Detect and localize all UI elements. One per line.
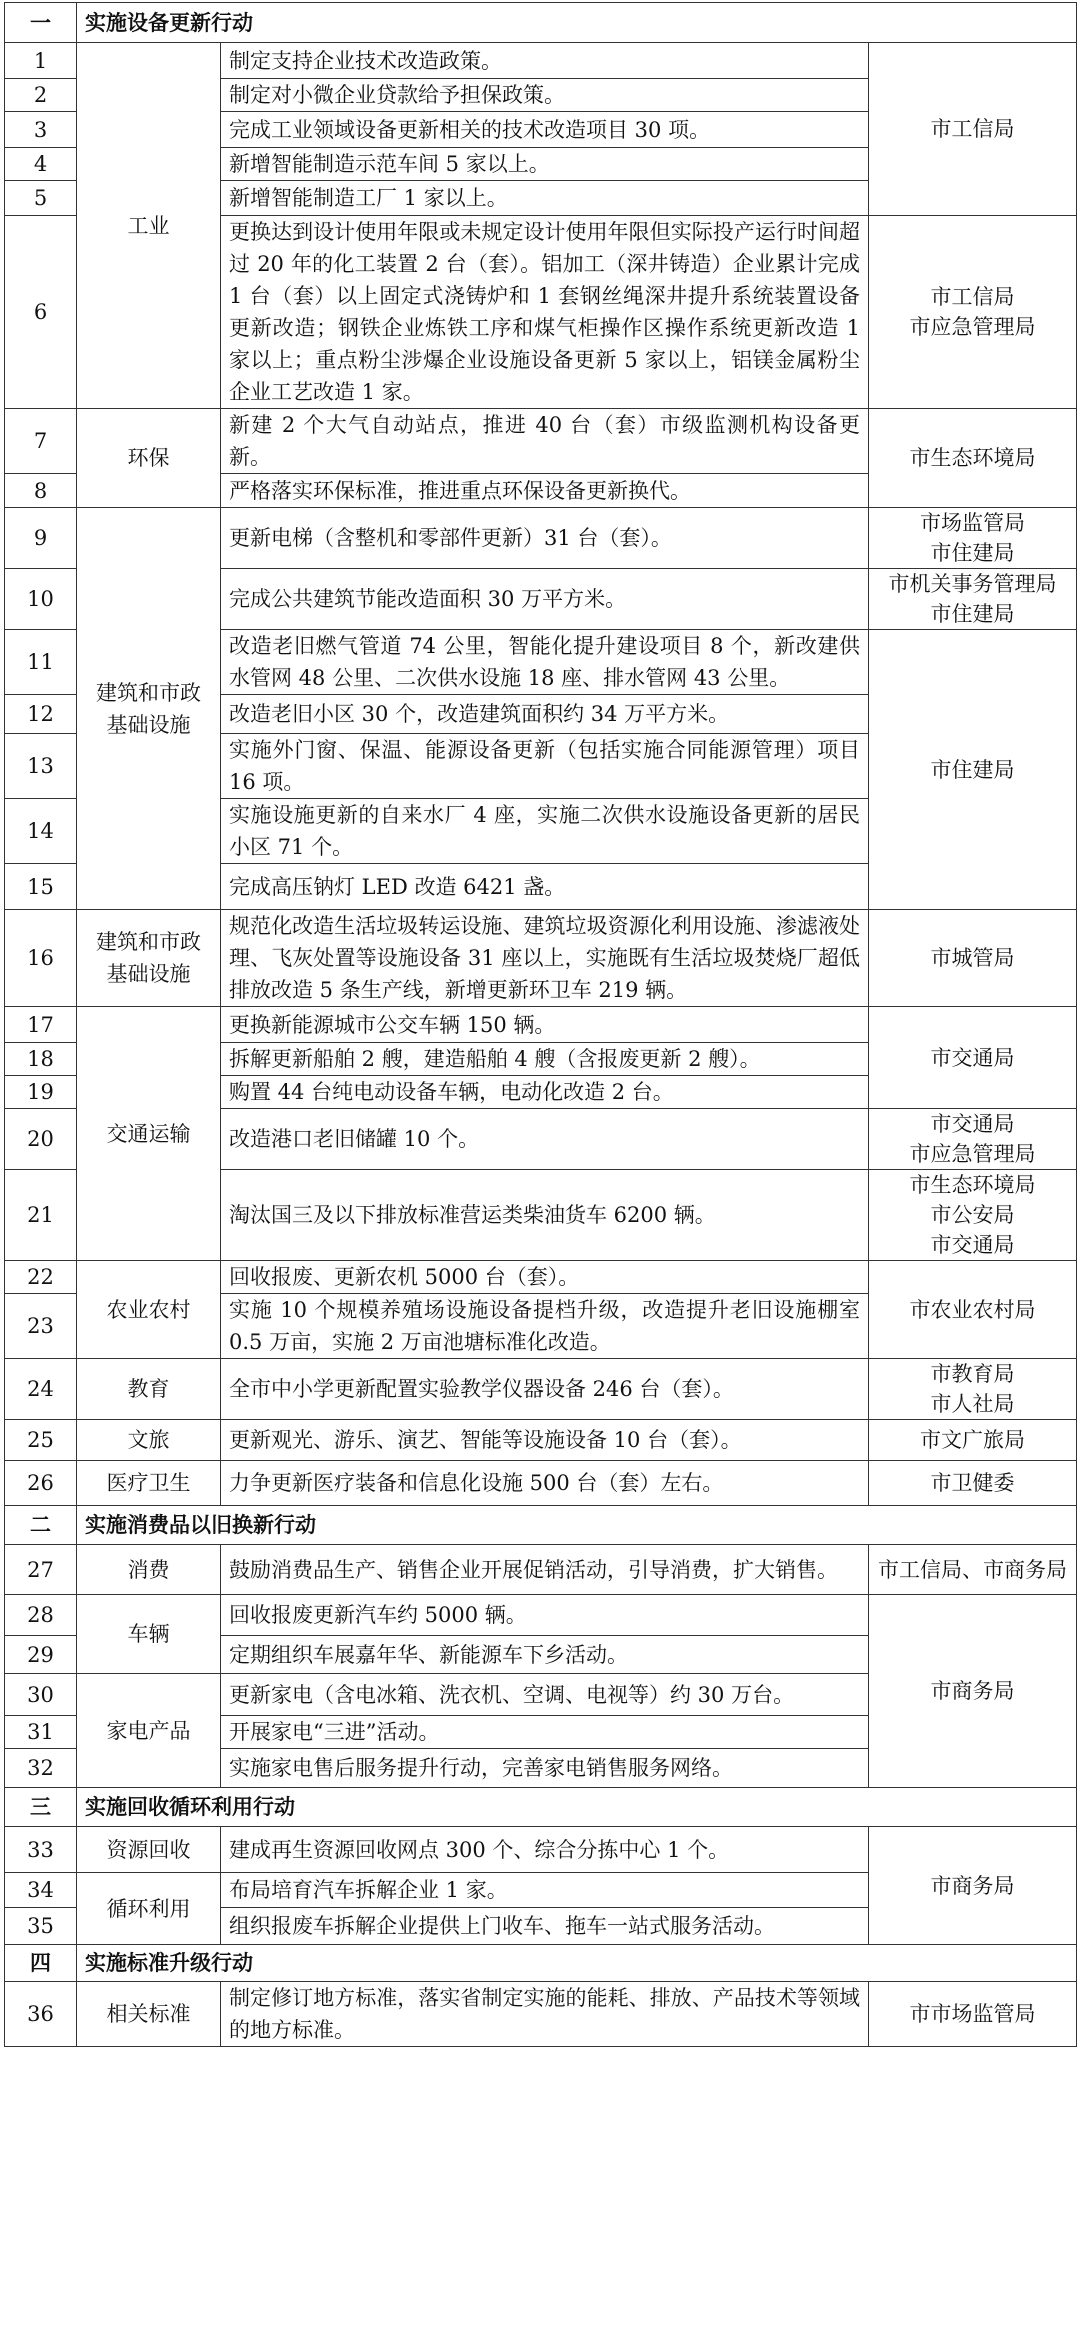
item-number: 2 xyxy=(5,79,77,112)
category-cell: 资源回收 xyxy=(77,1827,221,1873)
task-content: 制定支持企业技术改造政策。 xyxy=(221,43,869,79)
task-content: 新建 2 个大气自动站点，推进 40 台（套）市级监测机构设备更新。 xyxy=(221,409,869,474)
category-cell: 教育 xyxy=(77,1359,221,1420)
item-number: 24 xyxy=(5,1359,77,1420)
responsible-department: 市机关事务管理局 市住建局 xyxy=(869,569,1077,630)
category-cell: 医疗卫生 xyxy=(77,1461,221,1506)
task-content: 制定修订地方标准，落实省制定实施的能耗、排放、产品技术等领域的地方标准。 xyxy=(221,1982,869,2047)
task-content: 更新电梯（含整机和零部件更新）31 台（套）。 xyxy=(221,508,869,569)
task-content: 规范化改造生活垃圾转运设施、建筑垃圾资源化利用设施、渗滤液处理、飞灰处置等设施设备 31 座以上，实施既有生活垃圾焚烧厂超低排放改造 5 条生产线，新增更新环卫车 219 辆。 xyxy=(221,910,869,1007)
responsible-department: 市农业农村局 xyxy=(869,1261,1077,1359)
item-number: 7 xyxy=(5,409,77,474)
task-content: 购置 44 台纯电动设备车辆，电动化改造 2 台。 xyxy=(221,1076,869,1109)
item-number: 4 xyxy=(5,148,77,181)
category-cell: 相关标准 xyxy=(77,1982,221,2047)
item-number: 23 xyxy=(5,1294,77,1359)
category-cell: 家电产品 xyxy=(77,1674,221,1788)
table-row xyxy=(5,1261,1077,1294)
item-number: 20 xyxy=(5,1109,77,1170)
action-table-body xyxy=(5,3,1077,2047)
responsible-department: 市商务局 xyxy=(869,1827,1077,1945)
table-row xyxy=(5,43,1077,79)
item-number: 32 xyxy=(5,1749,77,1788)
table-row xyxy=(5,508,1077,569)
item-number: 9 xyxy=(5,508,77,569)
category-cell: 建筑和市政 基础设施 xyxy=(77,508,221,910)
responsible-department: 市文广旅局 xyxy=(869,1420,1077,1461)
item-number: 31 xyxy=(5,1716,77,1749)
task-content: 实施设施更新的自来水厂 4 座，实施二次供水设施设备更新的居民小区 71 个。 xyxy=(221,799,869,864)
item-number: 18 xyxy=(5,1043,77,1076)
item-number: 21 xyxy=(5,1170,77,1261)
task-content: 更新家电（含电冰箱、洗衣机、空调、电视等）约 30 万台。 xyxy=(221,1674,869,1716)
item-number: 26 xyxy=(5,1461,77,1506)
task-content: 实施 10 个规模养殖场设施设备提档升级，改造提升老旧设施棚室 0.5 万亩，实施 2 万亩池塘标准化改造。 xyxy=(221,1294,869,1359)
task-content: 改造港口老旧储罐 10 个。 xyxy=(221,1109,869,1170)
section-number: 三 xyxy=(5,1788,77,1827)
responsible-department: 市教育局 市人社局 xyxy=(869,1359,1077,1420)
item-number: 33 xyxy=(5,1827,77,1873)
task-content: 力争更新医疗装备和信息化设施 500 台（套）左右。 xyxy=(221,1461,869,1506)
category-cell: 消费 xyxy=(77,1545,221,1595)
item-number: 30 xyxy=(5,1674,77,1716)
task-content: 鼓励消费品生产、销售企业开展促销活动，引导消费，扩大销售。 xyxy=(221,1545,869,1595)
item-number: 27 xyxy=(5,1545,77,1595)
document-page xyxy=(4,2,1076,2047)
section-header-row xyxy=(5,1945,1077,1982)
task-content: 开展家电“三进”活动。 xyxy=(221,1716,869,1749)
item-number: 14 xyxy=(5,799,77,864)
section-title: 实施设备更新行动 xyxy=(77,3,1077,43)
item-number: 10 xyxy=(5,569,77,630)
task-content: 实施外门窗、保温、能源设备更新（包括实施合同能源管理）项目 16 项。 xyxy=(221,734,869,799)
item-number: 11 xyxy=(5,630,77,695)
category-cell: 环保 xyxy=(77,409,221,508)
item-number: 1 xyxy=(5,43,77,79)
item-number: 25 xyxy=(5,1420,77,1461)
item-number: 28 xyxy=(5,1595,77,1636)
table-row xyxy=(5,1007,1077,1043)
responsible-department: 市生态环境局 市公安局 市交通局 xyxy=(869,1170,1077,1261)
task-content: 新增智能制造示范车间 5 家以上。 xyxy=(221,148,869,181)
action-table xyxy=(4,2,1077,2047)
responsible-department: 市生态环境局 xyxy=(869,409,1077,508)
responsible-department: 市市场监管局 xyxy=(869,1982,1077,2047)
section-number: 一 xyxy=(5,3,77,43)
section-header-row xyxy=(5,1788,1077,1827)
task-content: 完成工业领域设备更新相关的技术改造项目 30 项。 xyxy=(221,112,869,148)
table-row xyxy=(5,1420,1077,1461)
table-row xyxy=(5,1982,1077,2047)
task-content: 淘汰国三及以下排放标准营运类柴油货车 6200 辆。 xyxy=(221,1170,869,1261)
item-number: 19 xyxy=(5,1076,77,1109)
task-content: 定期组织车展嘉年华、新能源车下乡活动。 xyxy=(221,1636,869,1674)
responsible-department: 市住建局 xyxy=(869,630,1077,910)
item-number: 17 xyxy=(5,1007,77,1043)
responsible-department: 市商务局 xyxy=(869,1595,1077,1788)
task-content: 严格落实环保标准，推进重点环保设备更新换代。 xyxy=(221,474,869,508)
task-content: 拆解更新船舶 2 艘，建造船舶 4 艘（含报废更新 2 艘）。 xyxy=(221,1043,869,1076)
item-number: 36 xyxy=(5,1982,77,2047)
category-cell: 文旅 xyxy=(77,1420,221,1461)
task-content: 实施家电售后服务提升行动，完善家电销售服务网络。 xyxy=(221,1749,869,1788)
item-number: 15 xyxy=(5,864,77,910)
task-content: 更换新能源城市公交车辆 150 辆。 xyxy=(221,1007,869,1043)
section-header-row xyxy=(5,3,1077,43)
task-content: 改造老旧燃气管道 74 公里，智能化提升建设项目 8 个，新改建供水管网 48 公里、二次供水设施 18 座、排水管网 43 公里。 xyxy=(221,630,869,695)
table-row xyxy=(5,1545,1077,1595)
item-number: 34 xyxy=(5,1873,77,1908)
table-row xyxy=(5,910,1077,1007)
task-content: 改造老旧小区 30 个，改造建筑面积约 34 万平方米。 xyxy=(221,695,869,734)
section-title: 实施标准升级行动 xyxy=(77,1945,1077,1982)
task-content: 组织报废车拆解企业提供上门收车、拖车一站式服务活动。 xyxy=(221,1908,869,1945)
task-content: 制定对小微企业贷款给予担保政策。 xyxy=(221,79,869,112)
section-title: 实施消费品以旧换新行动 xyxy=(77,1506,1077,1545)
table-row xyxy=(5,1595,1077,1636)
item-number: 16 xyxy=(5,910,77,1007)
table-row xyxy=(5,1461,1077,1506)
item-number: 13 xyxy=(5,734,77,799)
item-number: 12 xyxy=(5,695,77,734)
task-content: 建成再生资源回收网点 300 个、综合分拣中心 1 个。 xyxy=(221,1827,869,1873)
task-content: 回收报废更新汽车约 5000 辆。 xyxy=(221,1595,869,1636)
category-cell: 交通运输 xyxy=(77,1007,221,1261)
task-content: 新增智能制造工厂 1 家以上。 xyxy=(221,181,869,216)
category-cell: 车辆 xyxy=(77,1595,221,1674)
task-content: 完成高压钠灯 LED 改造 6421 盏。 xyxy=(221,864,869,910)
task-content: 完成公共建筑节能改造面积 30 万平方米。 xyxy=(221,569,869,630)
task-content: 布局培育汽车拆解企业 1 家。 xyxy=(221,1873,869,1908)
item-number: 22 xyxy=(5,1261,77,1294)
category-cell: 农业农村 xyxy=(77,1261,221,1359)
section-number: 二 xyxy=(5,1506,77,1545)
category-cell: 循环利用 xyxy=(77,1873,221,1945)
section-header-row xyxy=(5,1506,1077,1545)
category-cell: 工业 xyxy=(77,43,221,409)
category-cell: 建筑和市政 基础设施 xyxy=(77,910,221,1007)
task-content: 更新观光、游乐、演艺、智能等设施设备 10 台（套）。 xyxy=(221,1420,869,1461)
responsible-department: 市卫健委 xyxy=(869,1461,1077,1506)
task-content: 更换达到设计使用年限或未规定设计使用年限但实际投产运行时间超过 20 年的化工装置 2 台（套）。铝加工（深井铸造）企业累计完成 1 台（套）以上固定式浇铸炉和 1 套钢丝绳深井提升系统装置设备更新改造；钢铁企业炼铁工序和煤气柜操作区操作系统更新改造 1 家以上；重点粉尘涉爆企业设施设备更新 5 家以上，铝镁金属粉尘企业工艺改造 1 家。 xyxy=(221,216,869,409)
task-content: 回收报废、更新农机 5000 台（套）。 xyxy=(221,1261,869,1294)
item-number: 6 xyxy=(5,216,77,409)
responsible-department: 市城管局 xyxy=(869,910,1077,1007)
responsible-department: 市工信局 市应急管理局 xyxy=(869,216,1077,409)
responsible-department: 市工信局、市商务局 xyxy=(869,1545,1077,1595)
responsible-department: 市交通局 xyxy=(869,1007,1077,1109)
task-content: 全市中小学更新配置实验教学仪器设备 246 台（套）。 xyxy=(221,1359,869,1420)
item-number: 3 xyxy=(5,112,77,148)
responsible-department: 市场监管局 市住建局 xyxy=(869,508,1077,569)
section-number: 四 xyxy=(5,1945,77,1982)
table-row xyxy=(5,409,1077,474)
item-number: 8 xyxy=(5,474,77,508)
item-number: 5 xyxy=(5,181,77,216)
section-title: 实施回收循环利用行动 xyxy=(77,1788,1077,1827)
item-number: 35 xyxy=(5,1908,77,1945)
item-number: 29 xyxy=(5,1636,77,1674)
responsible-department: 市交通局 市应急管理局 xyxy=(869,1109,1077,1170)
table-row xyxy=(5,1827,1077,1873)
responsible-department: 市工信局 xyxy=(869,43,1077,216)
table-row xyxy=(5,1359,1077,1420)
